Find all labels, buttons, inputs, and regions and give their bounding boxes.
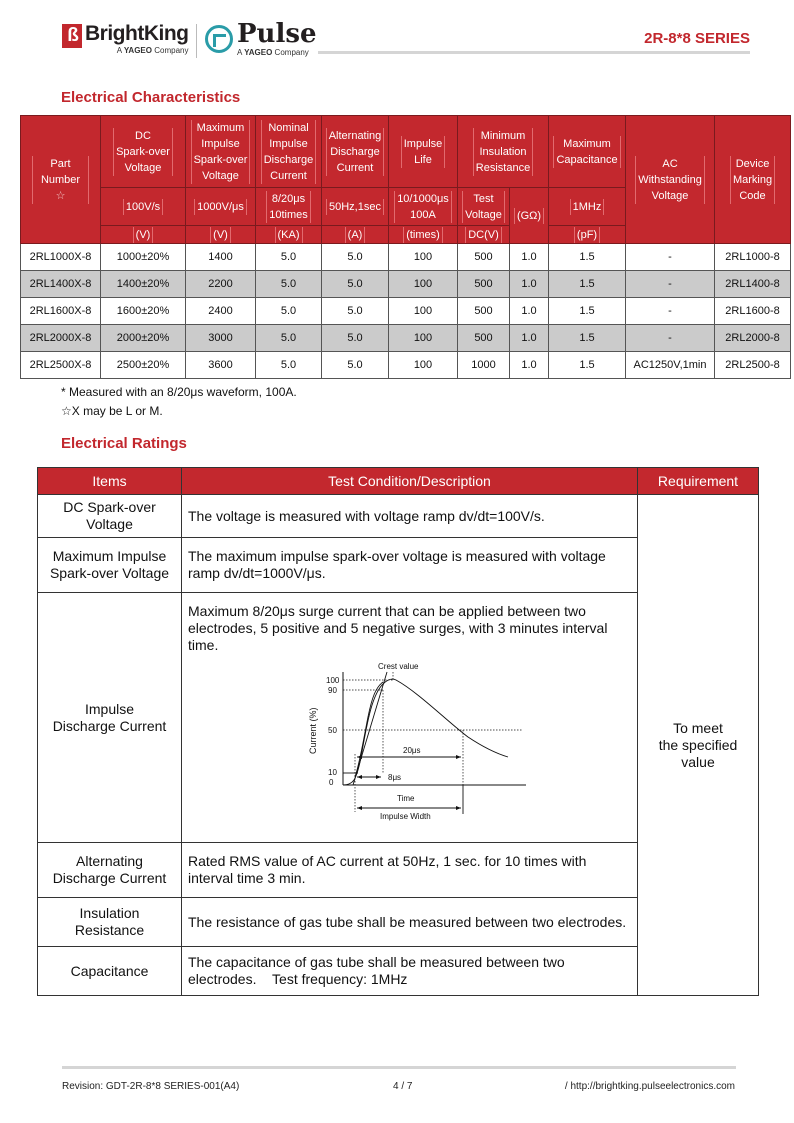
pulse-mark-icon — [205, 25, 233, 53]
brightking-name: BrightKing — [85, 22, 189, 45]
note-waveform: * Measured with an 8/20μs waveform, 100A. — [61, 385, 297, 399]
label-8us: 8μs — [388, 773, 402, 782]
header-items: Items — [38, 468, 182, 495]
cond-dc: 100V/s — [101, 188, 186, 226]
value-cell: 3600 — [186, 352, 256, 379]
unit-test-voltage: DC(V) — [458, 226, 510, 244]
value-cell: 1.5 — [549, 244, 626, 271]
rating-desc: The maximum impulse spark-over voltage is measured with voltage ramp dv/dt=1000V/μs. — [182, 538, 638, 593]
header-rule — [318, 51, 750, 54]
value-cell: 5.0 — [322, 352, 389, 379]
cond-cap: 1MHz — [549, 188, 626, 226]
virtual-front-line — [353, 672, 387, 785]
rating-item: DC Spark-over Voltage — [38, 495, 182, 538]
value-cell: 500 — [458, 244, 510, 271]
value-cell: 100 — [389, 271, 458, 298]
pulse-subtitle: A YAGEO Company — [237, 48, 309, 57]
unit-life: (times) — [389, 226, 458, 244]
value-cell: 3000 — [186, 325, 256, 352]
value-cell: 2200 — [186, 271, 256, 298]
value-cell: 5.0 — [256, 244, 322, 271]
value-cell: 1.0 — [510, 298, 549, 325]
header-part-number: Part Number ☆ — [21, 116, 101, 244]
part-number-cell: 2RL2000X-8 — [21, 325, 101, 352]
value-cell: 1600±20% — [101, 298, 186, 325]
value-cell: AC1250V,1min — [626, 352, 715, 379]
value-cell: - — [626, 271, 715, 298]
header-nominal-impulse: Nominal Impulse Discharge Current — [256, 116, 322, 188]
rating-desc: The capacitance of gas tube shall be measured between two electrodes. Test frequency: 1MHz — [182, 947, 638, 996]
value-cell: 1.5 — [549, 271, 626, 298]
waveform-curve — [343, 679, 508, 785]
value-cell: 5.0 — [256, 325, 322, 352]
part-row — [21, 271, 791, 298]
crest-label: Crest value — [378, 662, 419, 671]
value-cell: 100 — [389, 244, 458, 271]
value-cell: 5.0 — [322, 244, 389, 271]
cond-life: 10/1000μs 100A — [389, 188, 458, 226]
value-cell: 5.0 — [256, 352, 322, 379]
value-cell: 500 — [458, 325, 510, 352]
rating-item: Impulse Discharge Current — [38, 593, 182, 843]
value-cell: 500 — [458, 298, 510, 325]
footer-page-number: 4 / 7 — [393, 1081, 413, 1092]
footer-rule — [62, 1066, 736, 1069]
value-cell: 1.0 — [510, 244, 549, 271]
value-cell: 500 — [458, 271, 510, 298]
part-number-cell: 2RL2500X-8 — [21, 352, 101, 379]
value-cell: 2RL1000-8 — [715, 244, 791, 271]
series-title: 2R-8*8 SERIES — [644, 30, 750, 47]
footer-url[interactable]: / http://brightking.pulseelectronics.com — [564, 1081, 735, 1092]
header-max-capacitance: Maximum Capacitance — [549, 116, 626, 188]
cond-max-impulse: 1000V/μs — [186, 188, 256, 226]
ratings-title: Electrical Ratings — [61, 435, 187, 452]
part-number-cell: 2RL1000X-8 — [21, 244, 101, 271]
brightking-logo — [62, 24, 188, 56]
characteristics-notes — [61, 383, 297, 421]
unit-cap: (pF) — [549, 226, 626, 244]
tick-10: 10 — [328, 768, 337, 777]
header-min-insulation: Minimum Insulation Resistance — [458, 116, 549, 188]
header-alternating: Alternating Discharge Current — [322, 116, 389, 188]
value-cell: - — [626, 325, 715, 352]
unit-insulation: (GΩ) — [510, 188, 549, 244]
cond-alt: 50Hz,1sec — [322, 188, 389, 226]
rating-row — [38, 495, 759, 538]
unit-dc: (V) — [101, 226, 186, 244]
brightking-mark-icon: ß — [62, 24, 82, 48]
pulse-name: Pulse — [237, 19, 317, 49]
page-header — [0, 0, 794, 70]
x-axis-label: Time — [397, 794, 415, 803]
requirement-cell: To meet the specified value — [638, 495, 759, 996]
rating-desc: Rated RMS value of AC current at 50Hz, 1 sec. for 10 times with interval time 3 min. — [182, 843, 638, 898]
logo-divider — [196, 24, 197, 58]
part-row — [21, 244, 791, 271]
ratings-table — [37, 467, 759, 996]
header-requirement: Requirement — [638, 468, 759, 495]
part-row — [21, 325, 791, 352]
header-marking-code: Device Marking Code — [715, 116, 791, 244]
value-cell: 1000 — [458, 352, 510, 379]
label-20us: 20μs — [403, 746, 421, 755]
cond-test-voltage: Test Voltage — [458, 188, 510, 226]
value-cell: 100 — [389, 352, 458, 379]
part-number-cell: 2RL1400X-8 — [21, 271, 101, 298]
header-ac-withstand: AC Withstanding Voltage — [626, 116, 715, 244]
value-cell: 5.0 — [256, 298, 322, 325]
impulse-width-label: Impulse Width — [380, 812, 431, 821]
part-number-cell: 2RL1600X-8 — [21, 298, 101, 325]
value-cell: 2RL1600-8 — [715, 298, 791, 325]
rating-desc: Maximum 8/20μs surge current that can be applied between two electrodes, 5 positive and 5 negative surges, with 3 minutes interval time. Crest value 100 90 50 10 0 Current (%) 20μs 8μs Time Impulse Width — [182, 593, 638, 843]
header-dc-spark: DC Spark-over Voltage — [101, 116, 186, 188]
brightking-subtitle: A YAGEO Company — [116, 46, 189, 55]
value-cell: 5.0 — [322, 325, 389, 352]
header-max-impulse: Maximum Impulse Spark-over Voltage — [186, 116, 256, 188]
part-row — [21, 298, 791, 325]
value-cell: 100 — [389, 325, 458, 352]
value-cell: 1.5 — [549, 352, 626, 379]
rating-item: Capacitance — [38, 947, 182, 996]
value-cell: 2400 — [186, 298, 256, 325]
rating-item: Alternating Discharge Current — [38, 843, 182, 898]
tick-50: 50 — [328, 726, 337, 735]
value-cell: 5.0 — [256, 271, 322, 298]
characteristics-table — [20, 115, 791, 379]
rating-desc: The voltage is measured with voltage ramp dv/dt=100V/s. — [182, 495, 638, 538]
value-cell: 2RL2500-8 — [715, 352, 791, 379]
header-impulse-life: Impulse Life — [389, 116, 458, 188]
value-cell: 2RL1400-8 — [715, 271, 791, 298]
value-cell: 5.0 — [322, 271, 389, 298]
tick-90: 90 — [328, 686, 337, 695]
value-cell: 2500±20% — [101, 352, 186, 379]
part-row — [21, 352, 791, 379]
value-cell: - — [626, 298, 715, 325]
value-cell: 1.0 — [510, 352, 549, 379]
header-test-condition: Test Condition/Description — [182, 468, 638, 495]
value-cell: 1.0 — [510, 325, 549, 352]
front-curve — [355, 682, 383, 777]
unit-alt: (A) — [322, 226, 389, 244]
tick-0: 0 — [329, 778, 334, 787]
rating-item: Insulation Resistance — [38, 898, 182, 947]
star-icon: ☆ — [55, 189, 66, 202]
value-cell: 1400±20% — [101, 271, 186, 298]
value-cell: 2RL2000-8 — [715, 325, 791, 352]
value-cell: 1.5 — [549, 325, 626, 352]
value-cell: 1.0 — [510, 271, 549, 298]
tick-100: 100 — [326, 676, 340, 685]
pulse-logo — [205, 19, 317, 57]
cond-nominal: 8/20μs 10times — [256, 188, 322, 226]
footer-revision: Revision: GDT-2R-8*8 SERIES-001(A4) — [62, 1081, 240, 1092]
y-axis-label: Current (%) — [308, 707, 318, 754]
rating-item: Maximum Impulse Spark-over Voltage — [38, 538, 182, 593]
value-cell: 1000±20% — [101, 244, 186, 271]
value-cell: 5.0 — [322, 298, 389, 325]
value-cell: 1.5 — [549, 298, 626, 325]
note-star: ☆X may be L or M. — [61, 404, 163, 418]
impulse-waveform-diagram — [298, 662, 528, 832]
value-cell: 2000±20% — [101, 325, 186, 352]
unit-nominal: (KA) — [256, 226, 322, 244]
value-cell: - — [626, 244, 715, 271]
value-cell: 1400 — [186, 244, 256, 271]
value-cell: 100 — [389, 298, 458, 325]
characteristics-title: Electrical Characteristics — [61, 89, 241, 106]
rating-desc: The resistance of gas tube shall be measured between two electrodes. — [182, 898, 638, 947]
unit-max-impulse: (V) — [186, 226, 256, 244]
